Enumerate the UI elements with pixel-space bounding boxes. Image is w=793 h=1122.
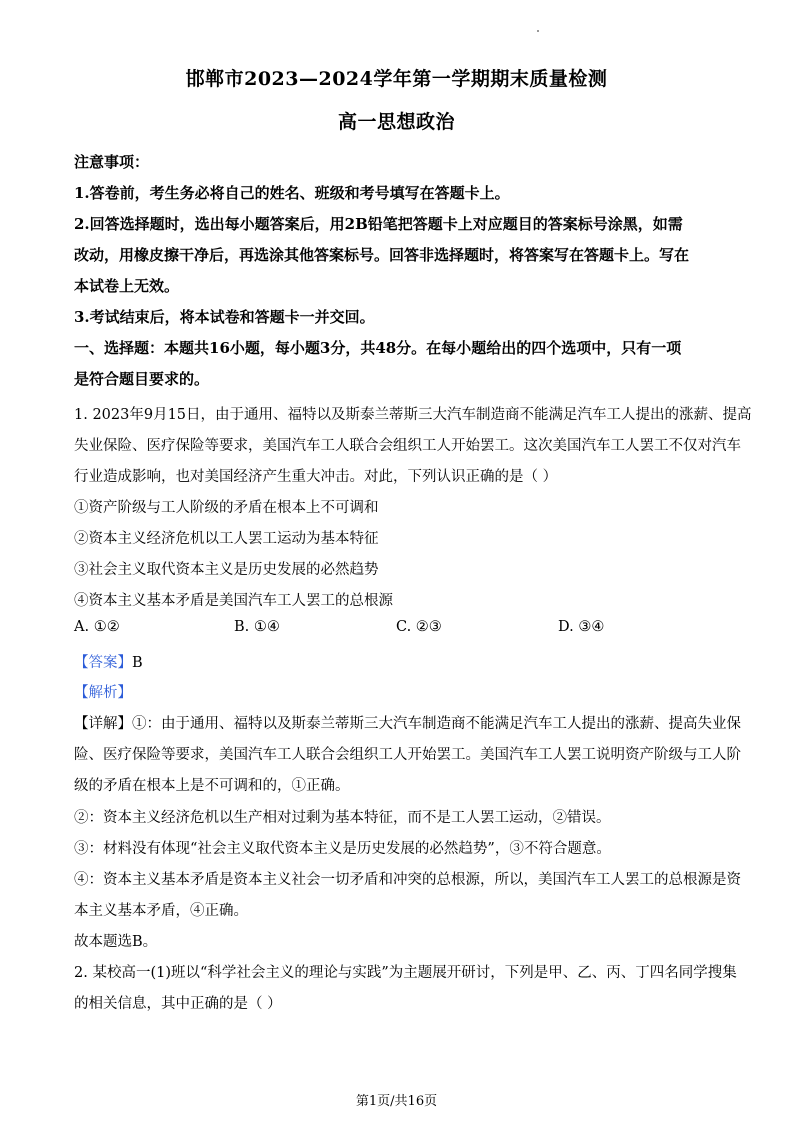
q2-stem-line-2: 的相关信息，其中正确的是（ ） <box>74 996 282 1012</box>
q1-statement-2: ②资本主义经济危机以工人罢工运动为基本特征 <box>74 531 379 547</box>
q1-statement-1: ①资产阶级与工人阶级的矛盾在根本上不可调和 <box>74 500 379 516</box>
q1-stem-line-3: 行业造成影响，也对美国经济产生重大冲击。对此，下列认识正确的是（ ） <box>74 469 558 485</box>
notice-item-1: 1.答卷前，考生务必将自己的姓名、班级和考号填写在答题卡上。 <box>74 184 510 202</box>
notice-item-2-line-1: 2.回答选择题时，选出每小题答案后，用2B铅笔把答题卡上对应题目的答案标号涂黑，如需 <box>74 215 683 233</box>
q1-detail-1-line-1 <box>74 712 741 733</box>
q1-detail-1-line-3: 级的矛盾在根本上是不可调和的，①正确。 <box>74 778 350 794</box>
q1-detail-4-line-1: ④：资本主义基本矛盾是资本主义社会一切矛盾和冲突的总根源，所以，美国汽车工人罢工的总根源是资 <box>74 872 741 888</box>
q1-detail-2: ②：资本主义经济危机以生产相对过剩为基本特征，而不是工人罢工运动，②错误。 <box>74 810 611 826</box>
q1-detail-1-line-2: 险、医疗保险等要求，美国汽车工人联合会组织工人开始罢工。美国汽车工人罢工说明资产阶级与工人阶 <box>74 747 741 763</box>
notice-item-2-line-3: 本试卷上无效。 <box>74 277 180 295</box>
answer-tag: 【答案】 <box>74 655 132 671</box>
section-heading-line-1: 一、选择题：本题共16小题，每小题3分，共48分。在每小题给出的四个选项中，只有一项 <box>74 339 682 357</box>
section-heading-line-2: 是符合题目要求的。 <box>74 370 210 388</box>
q1-option-d: D. ③④ <box>558 619 605 635</box>
notice-heading: 注意事项： <box>74 153 150 171</box>
q1-conclusion: 故本题选B。 <box>74 934 158 950</box>
q1-option-a: A. ①② <box>74 619 120 635</box>
q1-answer <box>74 651 143 672</box>
q1-detail-3: ③：材料没有体现“社会主义取代资本主义是历史发展的必然趋势”，③不符合题意。 <box>74 841 611 857</box>
answer-value: B <box>132 655 143 671</box>
speck-mark <box>537 30 539 32</box>
notice-item-2-line-2: 改动，用橡皮擦干净后，再选涂其他答案标号。回答非选择题时，将答案写在答题卡上。写在 <box>74 246 690 264</box>
q1-option-c: C. ②③ <box>396 619 442 635</box>
page-number: 第1页/共16页 <box>355 1094 438 1109</box>
q1-stem-line-1: 1. 2023年9月15日，由于通用、福特以及斯泰兰蒂斯三大汽车制造商不能满足汽车工人提出的涨薪、提高 <box>74 407 752 423</box>
detail-text: ①：由于通用、福特以及斯泰兰蒂斯三大汽车制造商不能满足汽车工人提出的涨薪、提高失业保 <box>132 716 741 732</box>
q2-stem-line-1: 2. 某校高一(1)班以“科学社会主义的理论与实践”为主题展开研讨，下列是甲、乙、丙、丁四名同学搜集 <box>74 965 737 981</box>
subject-title: 高一思想政治 <box>337 111 455 133</box>
q1-detail-4-line-2: 本主义基本矛盾，④正确。 <box>74 903 248 919</box>
exam-title: 邯郸市2023—2024学年第一学期期末质量检测 <box>185 68 608 90</box>
q1-stem-line-2: 失业保险、医疗保险等要求，美国汽车工人联合会组织工人开始罢工。这次美国汽车工人罢工不仅对汽车 <box>74 438 741 454</box>
q1-statement-3: ③社会主义取代资本主义是历史发展的必然趋势 <box>74 562 379 578</box>
detail-tag: 【详解】 <box>74 716 132 732</box>
analysis-tag: 【解析】 <box>74 685 132 701</box>
q1-option-b: B. ①④ <box>234 619 280 635</box>
notice-item-3: 3.考试结束后，将本试卷和答题卡一并交回。 <box>74 308 375 326</box>
q1-statement-4: ④资本主义基本矛盾是美国汽车工人罢工的总根源 <box>74 593 393 609</box>
